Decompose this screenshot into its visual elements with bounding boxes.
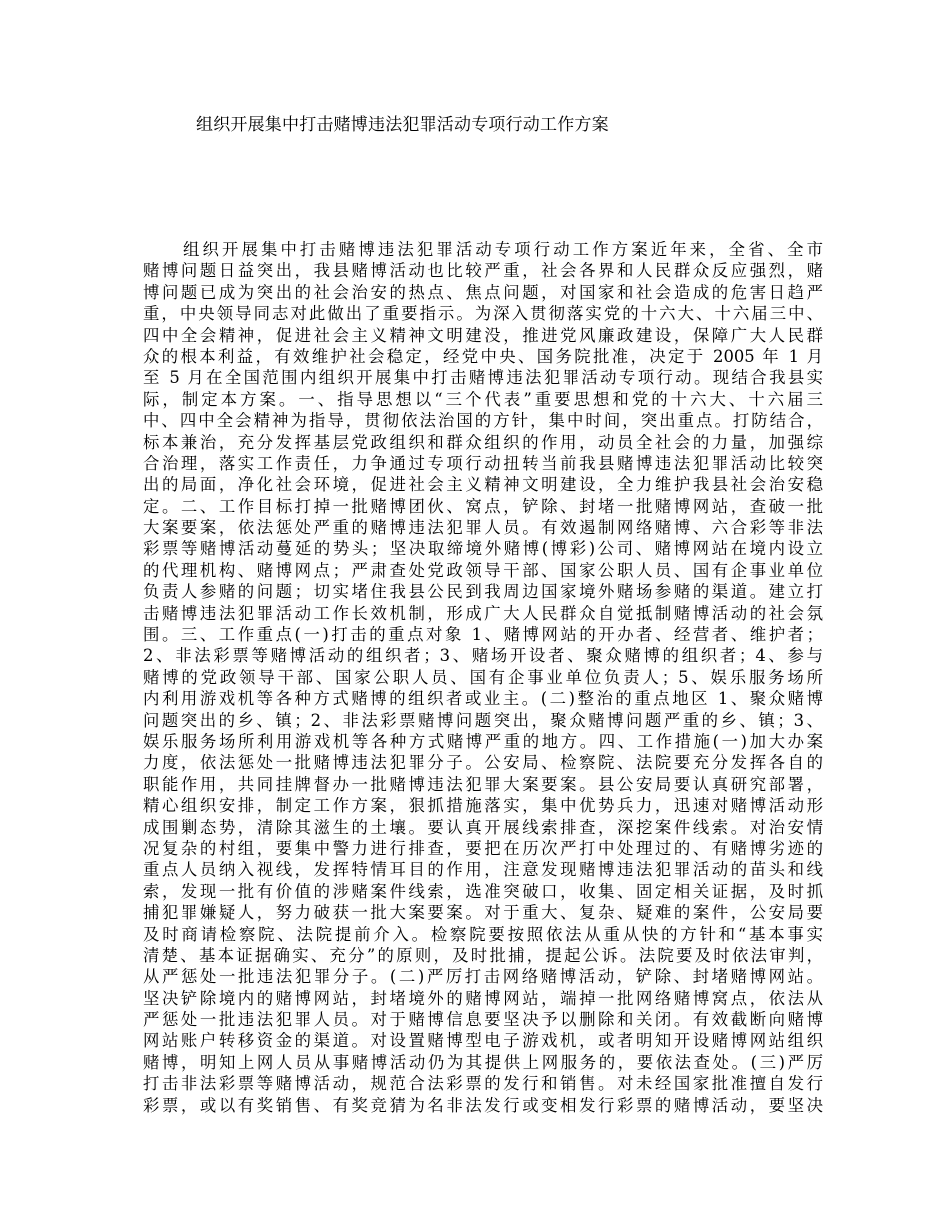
body-line: 彩票，或以有奖销售、有奖竞猜为名非法发行或变相发行彩票的赌博活动，要坚决	[143, 1095, 823, 1115]
body-line: 问题突出的乡、镇；2、非法彩票赌博问题突出，聚众赌博问题严重的乡、镇；3、	[143, 710, 823, 730]
body-line: 大案要案，依法惩处严重的赌博违法犯罪人员。有效遏制网络赌博、六合彩等非法	[143, 518, 823, 538]
body-line: 众的根本利益，有效维护社会稳定，经党中央、国务院批准，决定于 2005 年 1 月	[143, 346, 823, 366]
body-line: 中、四中全会精神为指导，贯彻依法治国的方针，集中时间，突出重点。打防结合，	[143, 411, 823, 431]
body-line: 职能作用，共同挂牌督办一批赌博违法犯罪大案要案。县公安局要认真研究部署，	[143, 774, 823, 794]
body-line: 出的局面，净化社会环境，促进社会主义精神文明建设，全力维护我县社会治安稳	[143, 475, 823, 495]
body-line: 清楚、基本证据确实、充分”的原则，及时批捕，提起公诉。法院要及时依法审判，	[143, 945, 823, 965]
body-line: 及时商请检察院、法院提前介入。检察院要按照依法从重从快的方针和“基本事实	[143, 924, 823, 944]
body-line: 标本兼治，充分发挥基层党政组织和群众组织的作用，动员全社会的力量，加强综	[143, 432, 823, 452]
body-line: 网站账户转移资金的渠道。对设置赌博型电子游戏机，或者明知开设赌博网站组织	[143, 1031, 823, 1051]
body-line: 从严惩处一批违法犯罪分子。(二)严厉打击网络赌博活动，铲除、封堵赌博网站。	[143, 967, 823, 987]
body-line: 成围剿态势，清除其滋生的土壤。要认真开展线索排查，深挖案件线索。对治安情	[143, 817, 823, 837]
body-line: 重点人员纳入视线，发挥特情耳目的作用，注意发现赌博违法犯罪活动的苗头和线	[143, 860, 823, 880]
body-line: 重，中央领导同志对此做出了重要指示。为深入贯彻落实党的十六大、十六届三中、	[143, 304, 823, 324]
body-line: 娱乐服务场所利用游戏机等各种方式赌博严重的地方。四、工作措施(一)加大办案	[143, 731, 823, 751]
body-line: 合治理，落实工作责任，力争通过专项行动扭转当前我县赌博违法犯罪活动比较突	[143, 453, 823, 473]
body-line: 捕犯罪嫌疑人，努力破获一批大案要案。对于重大、复杂、疑难的案件，公安局要	[143, 903, 823, 923]
body-line: 彩票等赌博活动蔓延的势头；坚决取缔境外赌博(博彩)公司、赌博网站在境内设立	[143, 539, 823, 559]
body-line: 的代理机构、赌博网点；严肃查处党政领导干部、国家公职人员、国有企事业单位	[143, 560, 823, 580]
body-line: 内利用游戏机等各种方式赌博的组织者或业主。(二)整治的重点地区 1、聚众赌博	[143, 689, 823, 709]
body-line: 际，制定本方案。一、指导思想以“三个代表”重要思想和党的十六大、十六届三	[143, 389, 823, 409]
body-line: 索，发现一批有价值的涉赌案件线索，选准突破口，收集、固定相关证据，及时抓	[143, 881, 823, 901]
body-line: 赌博，明知上网人员从事赌博活动仍为其提供上网服务的，要依法查处。(三)严厉	[143, 1052, 823, 1072]
body-line: 组织开展集中打击赌博违法犯罪活动专项行动工作方案近年来，全省、全市	[183, 240, 823, 259]
body-line: 负责人参赌的问题；切实堵住我县公民到我周边国家境外赌场参赌的渠道。建立打	[143, 582, 823, 602]
body-line: 打击非法彩票等赌博活动，规范合法彩票的发行和销售。对未经国家批准擅自发行	[143, 1074, 823, 1094]
document-body	[143, 239, 823, 1116]
body-line: 四中全会精神，促进社会主义精神文明建没，推进党风廉政建设，保障广大人民群	[143, 325, 823, 345]
body-line: 定。二、工作目标打掉一批赌博团伙、窝点，铲除、封堵一批赌博网站，查破一批	[143, 496, 823, 516]
body-line: 击赌博违法犯罪活动工作长效机制，形成广大人民群众自觉抵制赌博活动的社会氛	[143, 603, 823, 623]
body-line: 赌博问题日益突出，我县赌博活动也比较严重，社会各界和人民群众反应强烈，赌	[143, 261, 823, 281]
body-line: 围。三、工作重点(一)打击的重点对象 1、赌博网站的开办者、经营者、维护者；	[143, 625, 823, 645]
body-line: 博问题已成为突出的社会治安的热点、焦点问题，对国家和社会造成的危害日趋严	[143, 282, 823, 302]
document-title: 组织开展集中打击赌博违法犯罪活动专项行动工作方案	[196, 115, 609, 135]
body-line: 至 5 月在全国范围内组织开展集中打击赌博违法犯罪活动专项行动。现结合我县实	[143, 368, 823, 388]
body-line: 坚决铲除境内的赌博网站，封堵境外的赌博网站，端掉一批网络赌博窝点，依法从	[143, 988, 823, 1008]
body-line: 况复杂的村组，要集中警力进行排查，要把在历次严打中处理过的、有赌博劣迹的	[143, 838, 823, 858]
body-line: 力度，依法惩处一批赌博违法犯罪分子。公安局、检察院、法院要充分发挥各自的	[143, 753, 823, 773]
body-line: 精心组织安排，制定工作方案，狠抓措施落实，集中优势兵力，迅速对赌博活动形	[143, 796, 823, 816]
body-line: 2、非法彩票等赌博活动的组织者；3、赌场开设者、聚众赌博的组织者；4、参与	[143, 646, 823, 666]
body-line: 赌博的党政领导干部、国家公职人员、国有企事业单位负责人；5、娱乐服务场所	[143, 667, 823, 687]
body-line: 严惩处一批违法犯罪人员。对于赌博信息要坚决予以删除和关闭。有效截断向赌博	[143, 1010, 823, 1030]
